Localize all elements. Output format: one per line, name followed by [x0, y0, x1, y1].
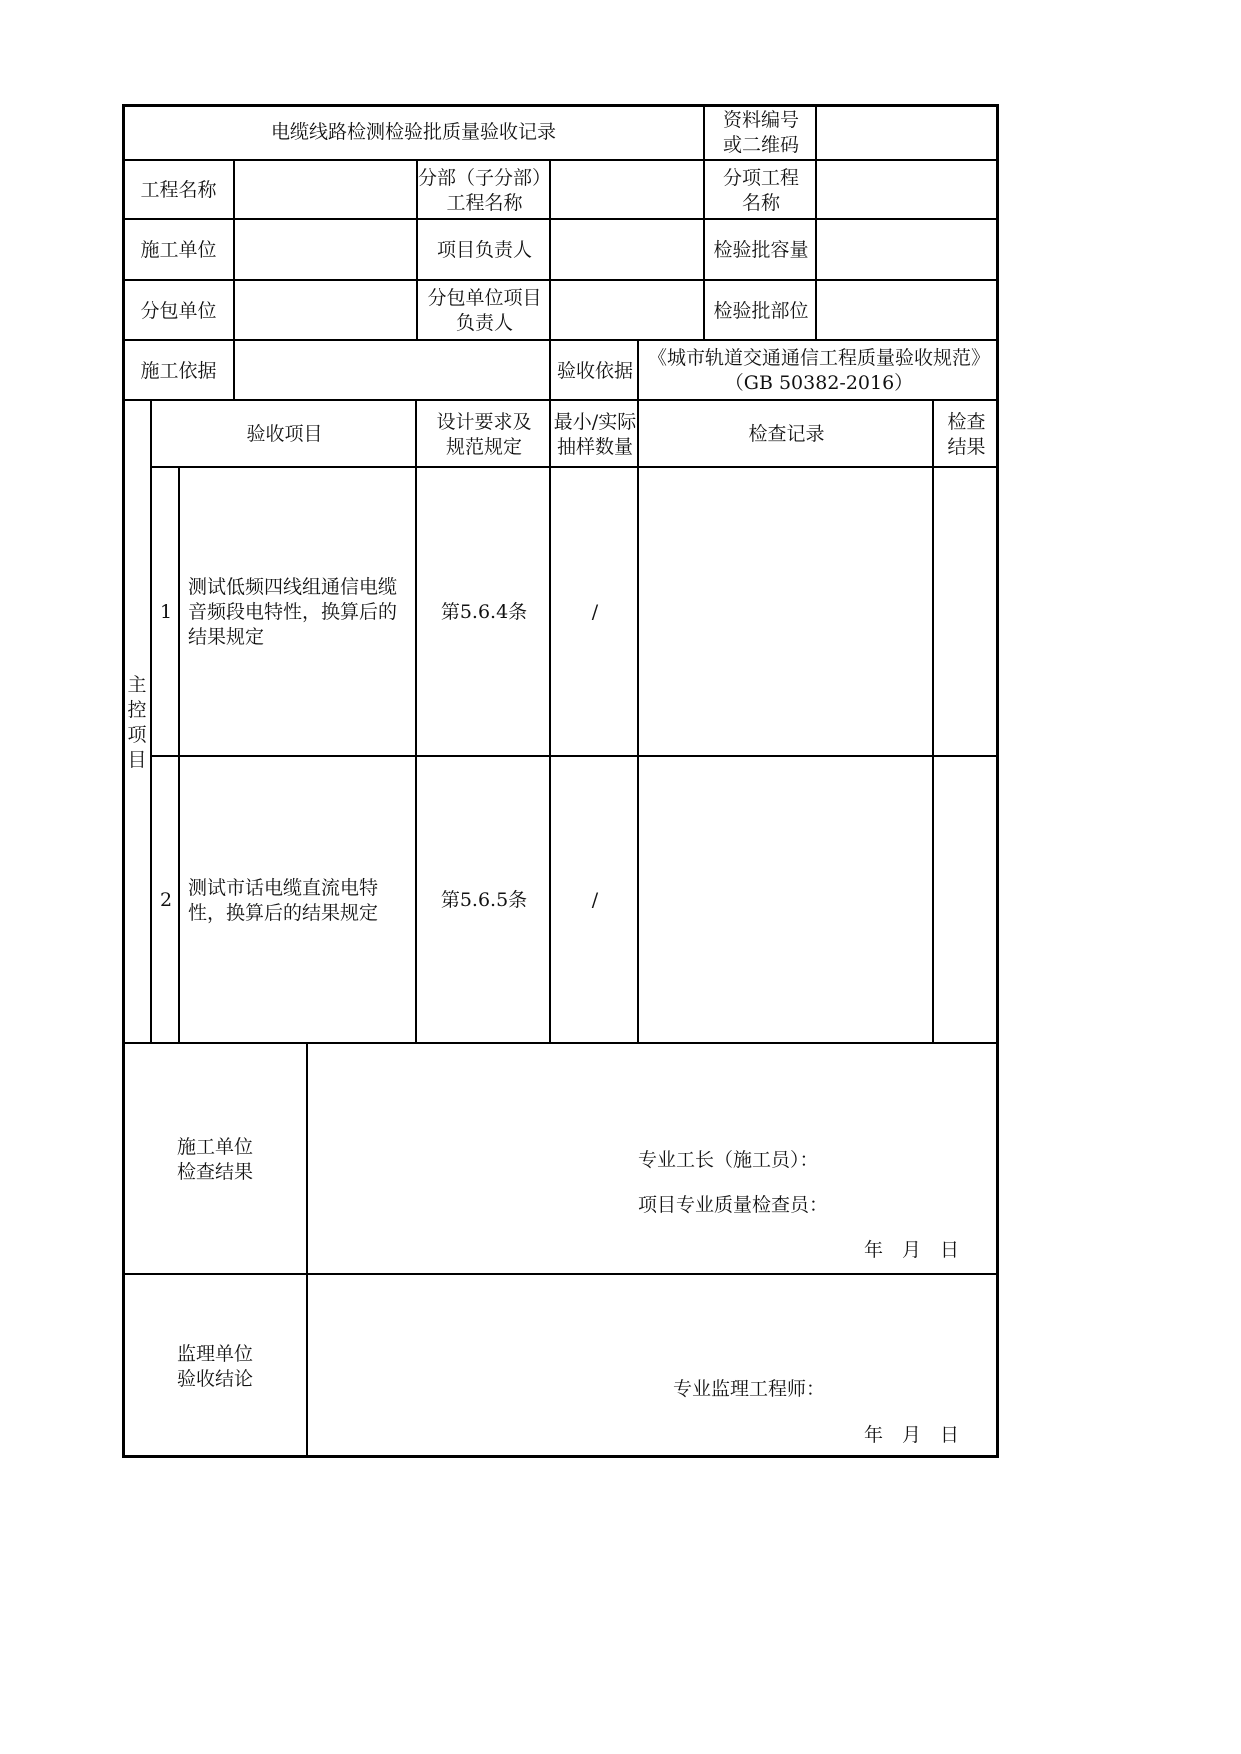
sub-lead-label: 分包单位项目 负责人: [427, 287, 542, 334]
acceptance-basis-value: 《城市轨道交通通信工程质量验收规范》 （GB 50382-2016）: [647, 347, 990, 394]
supervision-date: 年 月 日: [864, 1424, 960, 1446]
project-name-label: 工程名称: [140, 179, 217, 201]
foreman-signature-label: 专业工长（施工员）：: [638, 1149, 819, 1171]
sample-quantity: /: [591, 889, 599, 911]
clause-reference: 第5.6.5条: [440, 889, 528, 911]
contractor-label: 施工单位: [140, 239, 217, 261]
check-record-field[interactable]: [639, 468, 934, 757]
batch-location-label: 检验批部位: [713, 299, 809, 322]
sample-quantity: /: [591, 601, 599, 623]
subcontractor-field[interactable]: [235, 281, 418, 341]
clause-reference: 第5.6.4条: [440, 601, 528, 623]
quality-inspector-signature-label: 项目专业质量检查员：: [638, 1194, 829, 1216]
contractor-field[interactable]: [235, 220, 418, 281]
batch-capacity-field[interactable]: [817, 220, 999, 281]
project-lead-field[interactable]: [551, 220, 705, 281]
row-number: 1: [159, 601, 173, 623]
batch-capacity-label: 检验批容量: [713, 239, 809, 261]
col-header-design-req: 设计要求及 规范规定: [436, 410, 532, 458]
item-description: 测试低频四线组通信电缆音频段电特性，换算后的结果规定: [188, 576, 398, 648]
project-name-field[interactable]: [235, 161, 418, 220]
batch-location-field[interactable]: [817, 281, 999, 341]
acceptance-basis-label: 验收依据: [556, 359, 633, 382]
sub-lead-field[interactable]: [551, 281, 705, 341]
supervision-label: 监理单位 验收结论: [176, 1342, 253, 1390]
construction-basis-field[interactable]: [235, 341, 551, 401]
col-header-record: 检查记录: [748, 423, 825, 445]
col-header-sample-qty: 最小/实际 抽样数量: [553, 410, 637, 458]
subcontractor-label: 分包单位: [140, 299, 217, 322]
col-header-item: 验收项目: [246, 423, 323, 445]
construction-basis-label: 施工依据: [140, 359, 217, 382]
form-title: 电缆线路检测检验批质量验收记录: [270, 121, 556, 143]
doc-no-field[interactable]: [817, 104, 999, 161]
subdivision-field[interactable]: [551, 161, 705, 220]
col-header-result: 检查 结果: [947, 410, 986, 458]
construction-check-date: 年 月 日: [864, 1239, 960, 1261]
item-description: 测试市话电缆直流电特性，换算后的结果规定: [188, 876, 379, 924]
check-record-field[interactable]: [639, 757, 934, 1044]
construction-check-label: 施工单位 检查结果: [176, 1135, 253, 1183]
subitem-label: 分项工程 名称: [722, 166, 799, 214]
supervision-engineer-signature-label: 专业监理工程师：: [673, 1378, 826, 1400]
check-result-field[interactable]: [934, 757, 999, 1044]
project-lead-label: 项目负责人: [436, 239, 532, 261]
subdivision-label: 分部（子分部） 工程名称: [418, 166, 552, 214]
row-number: 2: [159, 889, 173, 911]
main-control-label: 主 控 项 目: [127, 673, 147, 771]
subitem-field[interactable]: [817, 161, 999, 220]
doc-no-label: 资料编号 或二维码: [722, 108, 799, 156]
check-result-field[interactable]: [934, 468, 999, 757]
